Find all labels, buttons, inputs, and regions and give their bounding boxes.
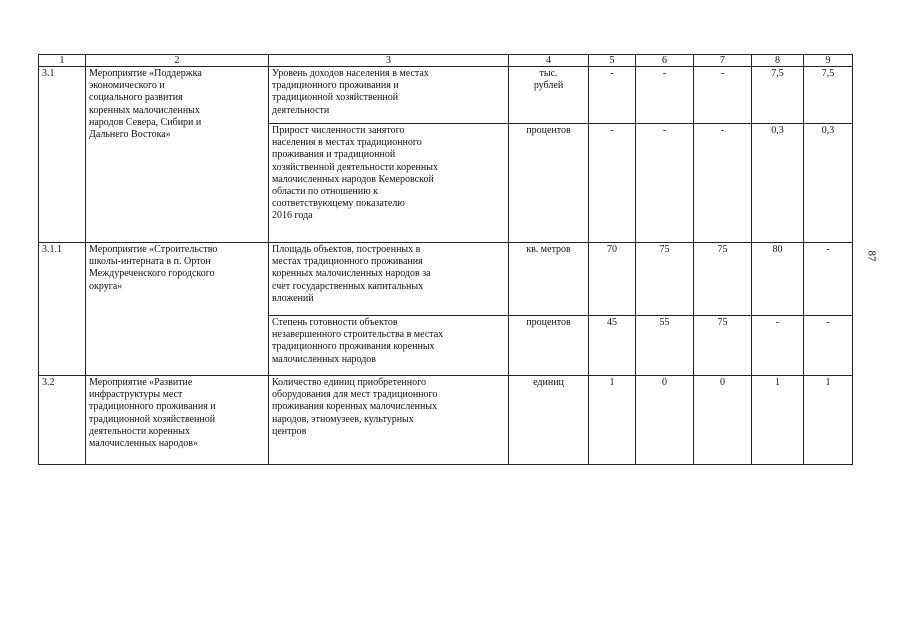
value-cell: 1 xyxy=(804,376,853,465)
value-cell: - xyxy=(752,316,804,376)
value-cell: 45 xyxy=(589,316,636,376)
header-row xyxy=(39,55,853,67)
value-cell: 1 xyxy=(752,376,804,465)
table-row xyxy=(39,376,853,465)
table-row xyxy=(39,243,853,316)
indicator-name: Прирост численности занятого населения в местах традиционного проживания и традиционной хозяйственной деятельности коренных малочисленных народов Кемеровской области по отношению к соответствующему показателю 2016 года xyxy=(269,124,509,243)
header-cell: 2 xyxy=(86,55,269,67)
page-number: 87 xyxy=(865,250,878,262)
row-number: 3.2 xyxy=(39,376,86,465)
header-cell: 8 xyxy=(752,55,804,67)
indicator-name: Площадь объектов, построенных в местах традиционного проживания коренных малочисленных народов за счет государственных капитальных вложений xyxy=(269,243,509,316)
value-cell: 0,3 xyxy=(804,124,853,243)
value-cell: - xyxy=(694,67,752,124)
row-number: 3.1 xyxy=(39,67,86,243)
value-cell: 0 xyxy=(694,376,752,465)
value-cell: - xyxy=(589,124,636,243)
value-cell: 7,5 xyxy=(804,67,853,124)
value-cell: 75 xyxy=(694,243,752,316)
indicator-name: Уровень доходов населения в местах традиционного проживания и традиционной хозяйственной деятельности xyxy=(269,67,509,124)
unit-cell: процентов xyxy=(509,316,589,376)
value-cell: 80 xyxy=(752,243,804,316)
value-cell: - xyxy=(804,316,853,376)
unit-cell: процентов xyxy=(509,124,589,243)
value-cell: 0,3 xyxy=(752,124,804,243)
value-cell: - xyxy=(804,243,853,316)
value-cell: 75 xyxy=(636,243,694,316)
value-cell: 55 xyxy=(636,316,694,376)
row-number: 3.1.1 xyxy=(39,243,86,376)
header-cell: 4 xyxy=(509,55,589,67)
header-cell: 7 xyxy=(694,55,752,67)
value-cell: 0 xyxy=(636,376,694,465)
value-cell: 1 xyxy=(589,376,636,465)
header-cell: 5 xyxy=(589,55,636,67)
event-name: Мероприятие «Строительство школы-интерната в п. Ортон Междуреченского городского округа» xyxy=(86,243,269,376)
event-name: Мероприятие «Поддержка экономического и социального развития коренных малочисленных народов Севера, Сибири и Дальнего Востока» xyxy=(86,67,269,243)
value-cell: 7,5 xyxy=(752,67,804,124)
unit-cell: единиц xyxy=(509,376,589,465)
indicator-name: Количество единиц приобретенного оборудования для мест традиционного проживания коренных малочисленных народов, этномузеев, культурных центров xyxy=(269,376,509,465)
value-cell: - xyxy=(636,124,694,243)
header-cell: 1 xyxy=(39,55,86,67)
value-cell: 75 xyxy=(694,316,752,376)
header-cell: 3 xyxy=(269,55,509,67)
value-cell: 70 xyxy=(589,243,636,316)
indicators-table xyxy=(38,54,853,465)
value-cell: - xyxy=(694,124,752,243)
unit-cell: кв. метров xyxy=(509,243,589,316)
value-cell: - xyxy=(589,67,636,124)
value-cell: - xyxy=(636,67,694,124)
header-cell: 6 xyxy=(636,55,694,67)
unit-cell: тыс. рублей xyxy=(509,67,589,124)
header-cell: 9 xyxy=(804,55,853,67)
table-row xyxy=(39,67,853,124)
indicator-name: Степень готовности объектов незавершенного строительства в местах традиционного проживания коренных малочисленных народов xyxy=(269,316,509,376)
event-name: Мероприятие «Развитие инфраструктуры мест традиционного проживания и традиционной хозяйственной деятельности коренных малочисленных народов» xyxy=(86,376,269,465)
